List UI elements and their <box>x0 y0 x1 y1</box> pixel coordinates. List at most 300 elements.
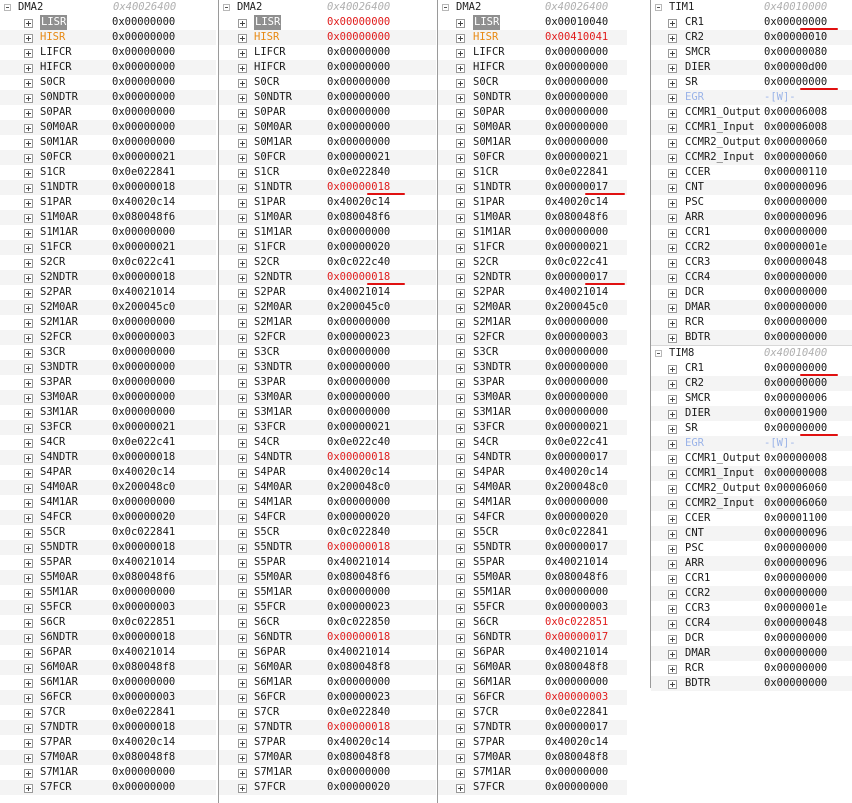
register-value[interactable]: 0x00000000 <box>764 542 828 554</box>
register-row[interactable] <box>438 150 627 165</box>
register-value[interactable]: 0x00000018 <box>327 181 391 193</box>
expand-icon[interactable] <box>238 649 247 658</box>
register-value[interactable]: 0x00000000 <box>545 781 609 793</box>
register-row[interactable] <box>438 45 627 60</box>
expand-icon[interactable] <box>456 214 465 223</box>
register-row[interactable] <box>0 600 216 615</box>
collapse-icon[interactable] <box>442 4 449 11</box>
expand-icon[interactable] <box>24 784 33 793</box>
register-value[interactable]: 0x00000000 <box>112 106 176 118</box>
register-value[interactable]: 0x00000003 <box>112 331 176 343</box>
expand-icon[interactable] <box>456 784 465 793</box>
register-value[interactable]: 0x40021014 <box>112 556 176 568</box>
register-row[interactable] <box>0 405 216 420</box>
expand-icon[interactable] <box>456 154 465 163</box>
expand-icon[interactable] <box>24 49 33 58</box>
expand-icon[interactable] <box>668 545 677 554</box>
register-row[interactable] <box>0 375 216 390</box>
expand-icon[interactable] <box>668 199 677 208</box>
register-value[interactable]: 0x00000000 <box>112 226 176 238</box>
register-value[interactable]: 0x00000000 <box>327 346 391 358</box>
register-value[interactable]: 0x080048f8 <box>545 751 609 763</box>
expand-icon[interactable] <box>668 64 677 73</box>
register-value[interactable]: 0x00000000 <box>545 346 609 358</box>
register-value[interactable]: 0x00000020 <box>327 241 391 253</box>
register-value[interactable]: 0x00000000 <box>764 301 828 313</box>
expand-icon[interactable] <box>456 664 465 673</box>
register-row[interactable] <box>219 375 436 390</box>
register-row[interactable] <box>219 210 436 225</box>
register-row[interactable] <box>651 330 852 345</box>
expand-icon[interactable] <box>668 139 677 148</box>
register-row[interactable] <box>0 90 216 105</box>
expand-icon[interactable] <box>24 619 33 628</box>
register-row[interactable] <box>651 511 852 526</box>
expand-icon[interactable] <box>24 739 33 748</box>
register-value[interactable]: 0x40020c14 <box>545 196 609 208</box>
expand-icon[interactable] <box>668 334 677 343</box>
register-value[interactable]: 0x00000000 <box>327 676 391 688</box>
expand-icon[interactable] <box>456 274 465 283</box>
expand-icon[interactable] <box>24 499 33 508</box>
register-row[interactable] <box>438 180 627 195</box>
register-row[interactable] <box>438 390 627 405</box>
register-row[interactable] <box>438 705 627 720</box>
register-row[interactable] <box>219 330 436 345</box>
register-value[interactable]: 0x00000000 <box>764 377 828 389</box>
register-row[interactable] <box>651 676 852 691</box>
register-value[interactable]: 0x00000018 <box>327 631 391 643</box>
register-value[interactable]: 0x40021014 <box>545 556 609 568</box>
collapse-icon[interactable] <box>655 4 662 11</box>
expand-icon[interactable] <box>456 64 465 73</box>
register-row[interactable] <box>651 15 852 30</box>
expand-icon[interactable] <box>238 664 247 673</box>
register-value[interactable]: 0x00000003 <box>545 601 609 613</box>
expand-icon[interactable] <box>456 319 465 328</box>
register-row[interactable] <box>219 180 436 195</box>
register-row[interactable] <box>438 210 627 225</box>
register-row[interactable] <box>0 75 216 90</box>
register-value[interactable]: 0x080048f6 <box>327 571 391 583</box>
register-value[interactable]: 0x00000000 <box>327 391 391 403</box>
expand-icon[interactable] <box>456 484 465 493</box>
expand-icon[interactable] <box>238 199 247 208</box>
register-row[interactable] <box>651 210 852 225</box>
expand-icon[interactable] <box>238 169 247 178</box>
register-row[interactable] <box>0 300 216 315</box>
panel-header[interactable] <box>438 0 627 15</box>
register-value[interactable]: 0x00000000 <box>327 106 391 118</box>
expand-icon[interactable] <box>24 634 33 643</box>
expand-icon[interactable] <box>456 49 465 58</box>
expand-icon[interactable] <box>24 484 33 493</box>
expand-icon[interactable] <box>24 529 33 538</box>
expand-icon[interactable] <box>238 544 247 553</box>
register-value[interactable]: 0x0e022841 <box>545 706 609 718</box>
register-value[interactable]: 0x00000018 <box>327 451 391 463</box>
register-row[interactable] <box>219 75 436 90</box>
expand-icon[interactable] <box>456 349 465 358</box>
register-row[interactable] <box>219 510 436 525</box>
register-row[interactable] <box>438 465 627 480</box>
register-value[interactable]: 0x00000000 <box>764 286 828 298</box>
register-value[interactable]: 0x00000000 <box>764 331 828 343</box>
expand-icon[interactable] <box>24 229 33 238</box>
expand-icon[interactable] <box>24 394 33 403</box>
expand-icon[interactable] <box>238 709 247 718</box>
register-row[interactable] <box>438 120 627 135</box>
register-row[interactable] <box>0 435 216 450</box>
register-row[interactable] <box>651 120 852 135</box>
expand-icon[interactable] <box>456 19 465 28</box>
register-row[interactable] <box>219 540 436 555</box>
register-value[interactable]: 0x00000020 <box>112 511 176 523</box>
expand-icon[interactable] <box>456 454 465 463</box>
register-row[interactable] <box>0 255 216 270</box>
expand-icon[interactable] <box>456 379 465 388</box>
expand-icon[interactable] <box>668 635 677 644</box>
register-row[interactable] <box>438 240 627 255</box>
register-row[interactable] <box>219 135 436 150</box>
register-row[interactable] <box>438 675 627 690</box>
register-value[interactable]: 0x00000010 <box>764 31 828 43</box>
register-value[interactable]: 0x080048f8 <box>327 661 391 673</box>
register-value[interactable]: 0x00000000 <box>545 406 609 418</box>
expand-icon[interactable] <box>24 709 33 718</box>
register-row[interactable] <box>651 481 852 496</box>
register-value[interactable]: 0x0c022850 <box>327 616 391 628</box>
expand-icon[interactable] <box>456 529 465 538</box>
register-row[interactable] <box>438 435 627 450</box>
register-row[interactable] <box>219 630 436 645</box>
expand-icon[interactable] <box>456 769 465 778</box>
register-row[interactable] <box>0 225 216 240</box>
register-row[interactable] <box>0 645 216 660</box>
register-row[interactable] <box>219 495 436 510</box>
register-value[interactable]: 0x00000020 <box>327 511 391 523</box>
expand-icon[interactable] <box>456 259 465 268</box>
register-value[interactable]: 0x00000000 <box>327 136 391 148</box>
register-row[interactable] <box>438 645 627 660</box>
register-row[interactable] <box>651 60 852 75</box>
register-row[interactable] <box>438 495 627 510</box>
register-row[interactable] <box>219 435 436 450</box>
register-value[interactable]: 0x080048f8 <box>112 751 176 763</box>
register-value[interactable]: 0x00000021 <box>112 421 176 433</box>
register-row[interactable] <box>651 406 852 421</box>
expand-icon[interactable] <box>24 199 33 208</box>
register-row[interactable] <box>219 450 436 465</box>
expand-icon[interactable] <box>456 199 465 208</box>
register-row[interactable] <box>651 631 852 646</box>
expand-icon[interactable] <box>238 364 247 373</box>
register-value[interactable]: 0x0c022c41 <box>545 256 609 268</box>
expand-icon[interactable] <box>456 409 465 418</box>
expand-icon[interactable] <box>24 544 33 553</box>
collapse-icon[interactable] <box>223 4 230 11</box>
register-value[interactable]: 0x00000018 <box>112 541 176 553</box>
register-value[interactable]: 0x00001100 <box>764 512 828 524</box>
expand-icon[interactable] <box>456 424 465 433</box>
expand-icon[interactable] <box>238 454 247 463</box>
register-value[interactable]: 0x200048c0 <box>327 481 391 493</box>
expand-icon[interactable] <box>668 229 677 238</box>
register-row[interactable] <box>438 510 627 525</box>
register-row[interactable] <box>651 376 852 391</box>
register-value[interactable]: 0x00000017 <box>545 541 609 553</box>
register-value[interactable]: 0x40020c14 <box>112 466 176 478</box>
register-value[interactable]: 0x00000017 <box>545 451 609 463</box>
register-row[interactable] <box>438 330 627 345</box>
collapse-icon[interactable] <box>655 350 662 357</box>
register-value[interactable]: 0x00410041 <box>545 31 609 43</box>
register-row[interactable] <box>438 90 627 105</box>
register-value[interactable]: 0x080048f8 <box>545 661 609 673</box>
register-row[interactable] <box>651 661 852 676</box>
register-value[interactable]: 0x00006008 <box>764 121 828 133</box>
register-value[interactable]: 0x00000021 <box>327 151 391 163</box>
register-row[interactable] <box>219 255 436 270</box>
expand-icon[interactable] <box>24 79 33 88</box>
expand-icon[interactable] <box>668 575 677 584</box>
expand-icon[interactable] <box>456 334 465 343</box>
register-row[interactable] <box>219 60 436 75</box>
register-row[interactable] <box>219 345 436 360</box>
register-value[interactable]: 0x00000021 <box>112 241 176 253</box>
register-value[interactable]: 0x00000020 <box>327 781 391 793</box>
register-value[interactable]: 0x00000003 <box>112 691 176 703</box>
register-row[interactable] <box>438 750 627 765</box>
register-value[interactable]: 0x00000017 <box>545 271 609 283</box>
expand-icon[interactable] <box>238 409 247 418</box>
register-value[interactable]: 0x00000000 <box>112 406 176 418</box>
register-row[interactable] <box>438 540 627 555</box>
register-value[interactable]: 0x00000000 <box>764 587 828 599</box>
expand-icon[interactable] <box>238 694 247 703</box>
register-value[interactable]: 0x00000000 <box>545 766 609 778</box>
expand-icon[interactable] <box>24 139 33 148</box>
register-value[interactable]: 0x00000000 <box>112 586 176 598</box>
register-row[interactable] <box>438 345 627 360</box>
register-value[interactable]: 0x0c022c40 <box>327 256 391 268</box>
register-value[interactable]: 0x00000020 <box>545 511 609 523</box>
register-value[interactable]: 0x00000000 <box>112 316 176 328</box>
register-row[interactable] <box>438 195 627 210</box>
register-row[interactable] <box>219 525 436 540</box>
expand-icon[interactable] <box>456 34 465 43</box>
expand-icon[interactable] <box>456 289 465 298</box>
register-row[interactable] <box>0 585 216 600</box>
expand-icon[interactable] <box>238 259 247 268</box>
register-row[interactable] <box>438 60 627 75</box>
register-row[interactable] <box>0 765 216 780</box>
register-row[interactable] <box>0 465 216 480</box>
register-value[interactable]: 0x00000000 <box>327 76 391 88</box>
expand-icon[interactable] <box>238 439 247 448</box>
register-row[interactable] <box>219 555 436 570</box>
expand-icon[interactable] <box>24 454 33 463</box>
expand-icon[interactable] <box>24 334 33 343</box>
expand-icon[interactable] <box>24 274 33 283</box>
panel-header-tim8[interactable] <box>651 345 852 361</box>
register-row[interactable] <box>0 210 216 225</box>
expand-icon[interactable] <box>456 394 465 403</box>
expand-icon[interactable] <box>668 515 677 524</box>
register-value[interactable]: 0x00000000 <box>112 46 176 58</box>
register-value[interactable]: 0x00000000 <box>112 76 176 88</box>
register-row[interactable] <box>651 150 852 165</box>
register-value[interactable]: 0x00006060 <box>764 482 828 494</box>
register-row[interactable] <box>219 720 436 735</box>
register-value[interactable]: 0x00000023 <box>327 331 391 343</box>
register-row[interactable] <box>0 525 216 540</box>
register-value[interactable]: 0x00000018 <box>112 631 176 643</box>
register-value[interactable]: -[W]- <box>764 437 796 449</box>
register-row[interactable] <box>0 15 216 30</box>
expand-icon[interactable] <box>24 109 33 118</box>
register-row[interactable] <box>0 480 216 495</box>
register-row[interactable] <box>219 480 436 495</box>
register-row[interactable] <box>219 225 436 240</box>
expand-icon[interactable] <box>456 499 465 508</box>
expand-icon[interactable] <box>238 304 247 313</box>
register-value[interactable]: 0x40021014 <box>112 286 176 298</box>
register-row[interactable] <box>438 720 627 735</box>
register-row[interactable] <box>651 180 852 195</box>
register-row[interactable] <box>651 135 852 150</box>
register-value[interactable]: 0x0c022841 <box>545 526 609 538</box>
register-row[interactable] <box>651 391 852 406</box>
register-value[interactable]: 0x00000000 <box>112 766 176 778</box>
register-row[interactable] <box>438 420 627 435</box>
expand-icon[interactable] <box>238 394 247 403</box>
expand-icon[interactable] <box>668 109 677 118</box>
register-value[interactable]: 0x00000018 <box>327 541 391 553</box>
expand-icon[interactable] <box>668 244 677 253</box>
expand-icon[interactable] <box>238 769 247 778</box>
expand-icon[interactable] <box>456 739 465 748</box>
register-row[interactable] <box>219 690 436 705</box>
register-value[interactable]: 0x200045c0 <box>545 301 609 313</box>
register-row[interactable] <box>651 526 852 541</box>
register-row[interactable] <box>0 510 216 525</box>
register-row[interactable] <box>438 690 627 705</box>
register-row[interactable] <box>438 135 627 150</box>
register-row[interactable] <box>219 405 436 420</box>
expand-icon[interactable] <box>238 589 247 598</box>
register-row[interactable] <box>219 570 436 585</box>
register-row[interactable] <box>651 571 852 586</box>
register-value[interactable]: 0x00000000 <box>545 676 609 688</box>
expand-icon[interactable] <box>238 289 247 298</box>
register-value[interactable]: 0x00000000 <box>764 226 828 238</box>
register-value[interactable]: 0x00000000 <box>327 376 391 388</box>
register-value[interactable]: 0x00000000 <box>764 572 828 584</box>
register-value[interactable]: 0x0e022840 <box>327 166 391 178</box>
expand-icon[interactable] <box>24 64 33 73</box>
expand-icon[interactable] <box>456 184 465 193</box>
register-value[interactable]: 0x40020c14 <box>327 196 391 208</box>
register-row[interactable] <box>438 225 627 240</box>
register-value[interactable]: 0x00000000 <box>327 16 391 28</box>
register-row[interactable] <box>651 616 852 631</box>
expand-icon[interactable] <box>668 605 677 614</box>
register-value[interactable]: 0x00000023 <box>327 601 391 613</box>
register-value[interactable]: 0x40021014 <box>327 286 391 298</box>
register-row[interactable] <box>438 315 627 330</box>
register-row[interactable] <box>651 421 852 436</box>
expand-icon[interactable] <box>24 664 33 673</box>
register-value[interactable]: 0x00000096 <box>764 527 828 539</box>
expand-icon[interactable] <box>456 109 465 118</box>
register-value[interactable]: 0x40021014 <box>327 556 391 568</box>
register-row[interactable] <box>651 255 852 270</box>
expand-icon[interactable] <box>668 500 677 509</box>
register-value[interactable]: 0x00000048 <box>764 256 828 268</box>
register-value[interactable]: 0x40021014 <box>545 286 609 298</box>
register-value[interactable]: 0x40021014 <box>112 646 176 658</box>
register-row[interactable] <box>0 720 216 735</box>
expand-icon[interactable] <box>668 590 677 599</box>
register-value[interactable]: 0x00006008 <box>764 106 828 118</box>
register-row[interactable] <box>438 450 627 465</box>
register-row[interactable] <box>0 750 216 765</box>
expand-icon[interactable] <box>24 679 33 688</box>
register-row[interactable] <box>438 75 627 90</box>
register-value[interactable]: 0x080048f6 <box>112 571 176 583</box>
expand-icon[interactable] <box>456 619 465 628</box>
register-row[interactable] <box>0 735 216 750</box>
register-row[interactable] <box>438 780 627 795</box>
register-value[interactable]: 0x00000000 <box>545 226 609 238</box>
register-row[interactable] <box>438 765 627 780</box>
expand-icon[interactable] <box>668 289 677 298</box>
register-row[interactable] <box>0 690 216 705</box>
register-row[interactable] <box>438 630 627 645</box>
expand-icon[interactable] <box>24 34 33 43</box>
expand-icon[interactable] <box>668 365 677 374</box>
expand-icon[interactable] <box>456 649 465 658</box>
register-row[interactable] <box>0 165 216 180</box>
register-row[interactable] <box>438 15 627 30</box>
register-value[interactable]: 0x00000003 <box>545 691 609 703</box>
expand-icon[interactable] <box>668 154 677 163</box>
register-value[interactable]: 0x0c022851 <box>112 616 176 628</box>
register-row[interactable] <box>219 30 436 45</box>
register-row[interactable] <box>438 615 627 630</box>
register-row[interactable] <box>651 586 852 601</box>
register-value[interactable]: 0x00000003 <box>545 331 609 343</box>
expand-icon[interactable] <box>456 364 465 373</box>
expand-icon[interactable] <box>238 679 247 688</box>
expand-icon[interactable] <box>238 64 247 73</box>
expand-icon[interactable] <box>456 574 465 583</box>
register-value[interactable]: 0x40020c14 <box>112 736 176 748</box>
register-value[interactable]: 0x00000000 <box>327 226 391 238</box>
register-value[interactable]: 0x40020c14 <box>112 196 176 208</box>
register-row[interactable] <box>219 165 436 180</box>
expand-icon[interactable] <box>456 544 465 553</box>
expand-icon[interactable] <box>24 349 33 358</box>
expand-icon[interactable] <box>668 665 677 674</box>
register-row[interactable] <box>0 420 216 435</box>
expand-icon[interactable] <box>238 124 247 133</box>
register-row[interactable] <box>219 105 436 120</box>
register-value[interactable]: 0x0c022c41 <box>112 256 176 268</box>
register-row[interactable] <box>438 405 627 420</box>
register-row[interactable] <box>0 330 216 345</box>
